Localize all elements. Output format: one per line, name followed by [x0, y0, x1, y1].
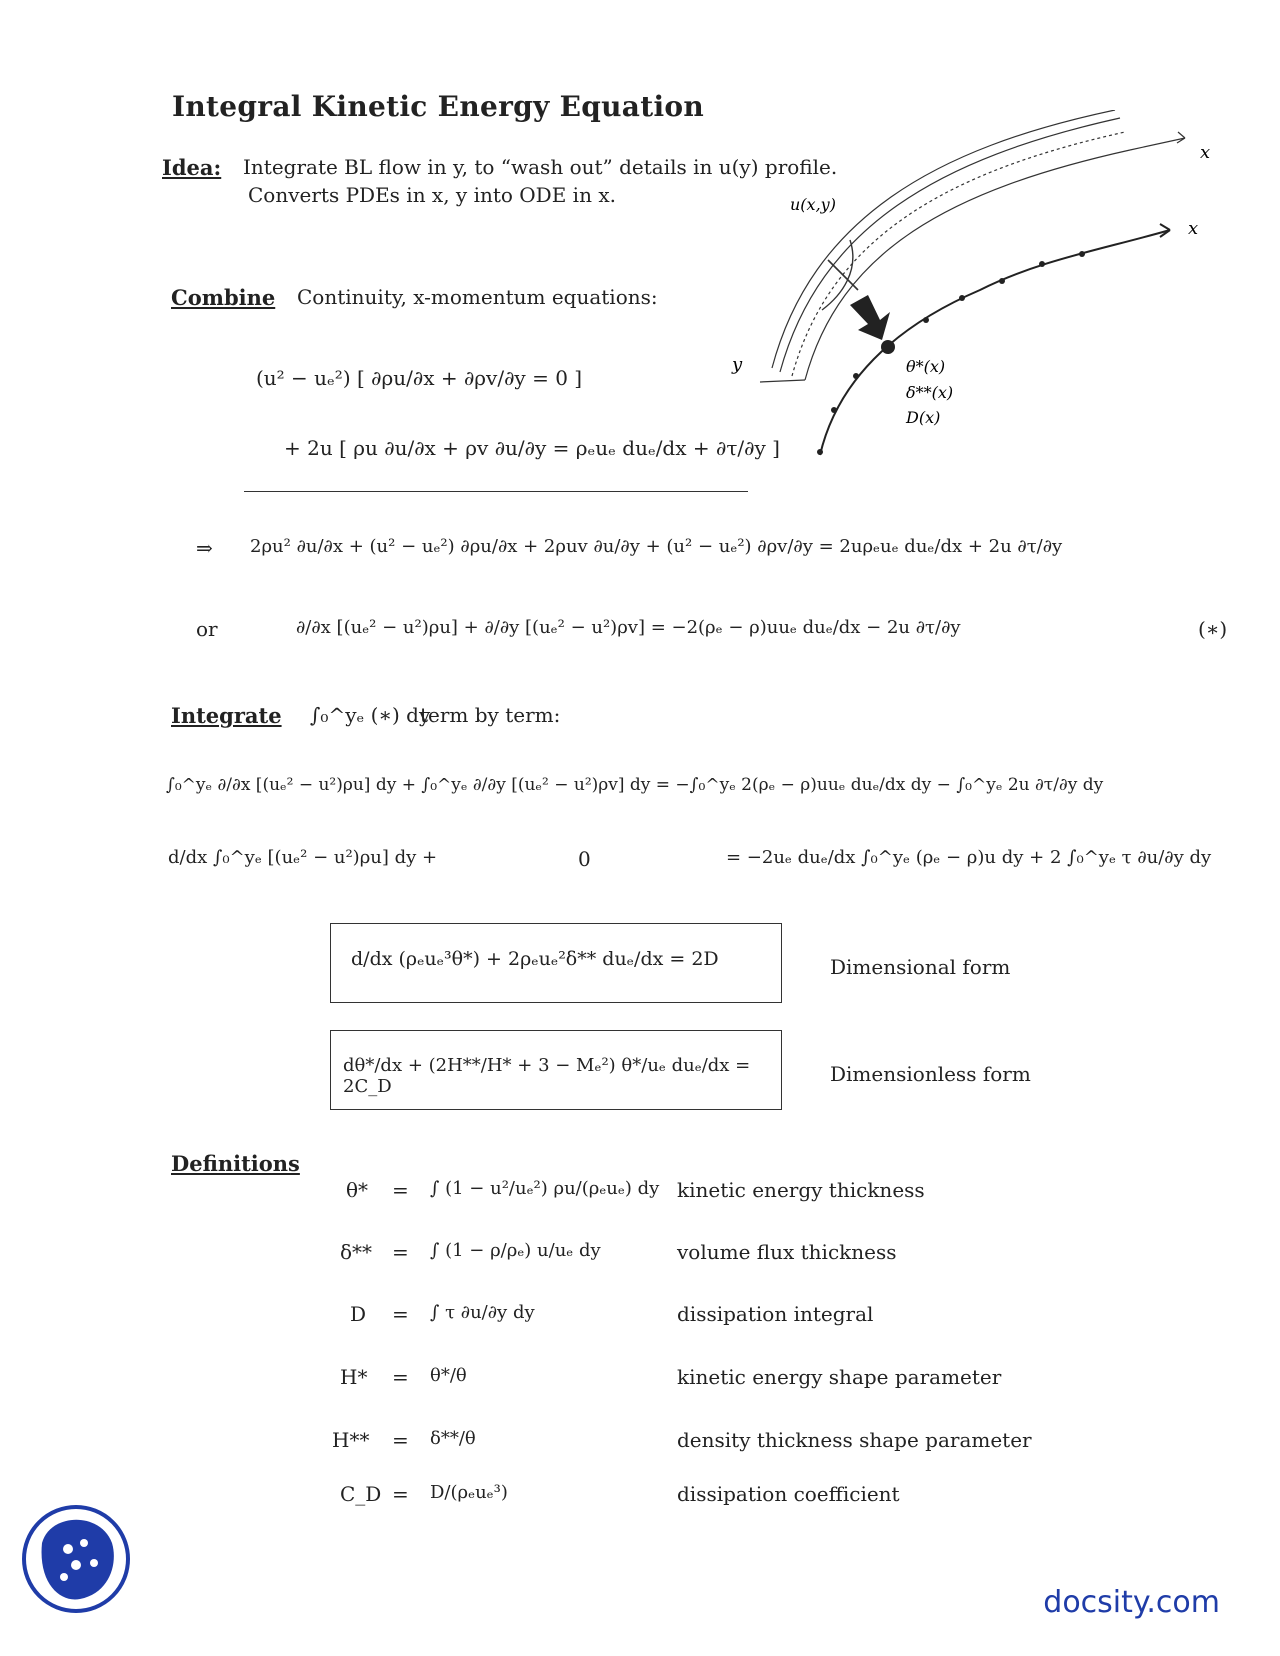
- integrate-text: term by term:: [420, 703, 561, 727]
- def-expr-delta: ∫ (1 − ρ/ρₑ) u/uₑ dy: [430, 1240, 601, 1261]
- curve-node: [817, 449, 823, 455]
- curve-node: [959, 295, 965, 301]
- def-expr-cd: D/(ρₑuₑ³): [430, 1482, 508, 1503]
- x-axis-arrow-top: [1177, 132, 1185, 143]
- label-x-bottom: x: [1188, 218, 1199, 239]
- def-expr-theta: ∫ (1 − u²/uₑ²) ρu/(ρₑuₑ) dy: [430, 1178, 660, 1199]
- equation-continuity: (u² − uₑ²) [ ∂ρu/∂x + ∂ρv/∂y = 0 ]: [256, 366, 583, 390]
- idea-label: Idea:: [162, 155, 222, 180]
- def-expr-hstarstar: δ**/θ: [430, 1428, 476, 1449]
- label-d: D(x): [906, 408, 941, 427]
- curve-node: [853, 373, 859, 379]
- dimensionless-label: Dimensionless form: [830, 1062, 1031, 1086]
- curve-node: [831, 407, 837, 413]
- dimensionless-box: [330, 1030, 782, 1110]
- curve-node-highlight: [881, 340, 895, 354]
- equation-reduced-lhs: d/dx ∫₀^yₑ [(uₑ² − u²)ρu] dy +: [168, 847, 438, 868]
- equation-momentum: + 2u [ ρu ∂u/∂x + ρv ∂u/∂y = ρₑuₑ duₑ/dx + ∂τ/∂y ]: [284, 436, 780, 460]
- def-expr-hstar: θ*/θ: [430, 1365, 467, 1386]
- idea-line-1: Integrate BL flow in y, to “wash out” details in u(y) profile.: [243, 155, 838, 179]
- integrate-integral: ∫₀^yₑ (∗) dy: [310, 703, 431, 727]
- equation-star: ∂/∂x [(uₑ² − u²)ρu] + ∂/∂y [(uₑ² − u²)ρv] = −2(ρₑ − ρ)uuₑ duₑ/dx − 2u ∂τ/∂y: [296, 617, 961, 638]
- docsity-watermark[interactable]: docsity.com: [1043, 1585, 1220, 1620]
- definitions-label: Definitions: [171, 1151, 300, 1176]
- def-symbol-hstarstar: H**: [332, 1428, 370, 1452]
- def-equals: =: [392, 1482, 409, 1506]
- wall-extension: [1130, 138, 1185, 150]
- def-equals: =: [392, 1240, 409, 1264]
- label-delta: δ**(x): [906, 383, 954, 402]
- wall-curve: [805, 150, 1130, 380]
- def-desc-hstar: kinetic energy shape parameter: [677, 1365, 1002, 1389]
- idea-line-2: Converts PDEs in x, y into ODE in x.: [248, 183, 616, 207]
- def-desc-delta: volume flux thickness: [677, 1240, 897, 1264]
- def-symbol-hstar: H*: [340, 1365, 368, 1389]
- curve-node: [999, 278, 1005, 284]
- transform-arrow-icon: [850, 295, 890, 340]
- def-equals: =: [392, 1302, 409, 1326]
- def-symbol-theta: θ*: [346, 1178, 369, 1202]
- curve-node: [1039, 261, 1045, 267]
- def-desc-d: dissipation integral: [677, 1302, 874, 1326]
- or-label: or: [196, 617, 218, 641]
- dimensionless-equation: dθ*/dx + (2H**/H* + 3 − Mₑ²) θ*/uₑ duₑ/dx = 2C_D: [343, 1055, 751, 1097]
- curve-node: [923, 317, 929, 323]
- outer-curve-2: [772, 110, 1115, 368]
- equation-integrated: ∫₀^yₑ ∂/∂x [(uₑ² − u²)ρu] dy + ∫₀^yₑ ∂/∂y [(uₑ² − u²)ρv] dy = −∫₀^yₑ 2(ρₑ − ρ)uuₑ duₑ/dx dy − ∫₀^yₑ 2u ∂τ/∂y dy: [166, 775, 1104, 795]
- outer-curve-1: [780, 118, 1120, 372]
- label-y: y: [732, 354, 743, 375]
- combine-label: Combine: [171, 285, 276, 310]
- boundary-layer-figure: [730, 110, 1230, 490]
- equation-reduced-rhs: = −2uₑ duₑ/dx ∫₀^yₑ (ρₑ − ρ)u dy + 2 ∫₀^yₑ τ ∂u/∂y dy: [726, 847, 1212, 868]
- sum-rule: [244, 491, 748, 492]
- def-desc-cd: dissipation coefficient: [677, 1482, 900, 1506]
- def-equals: =: [392, 1365, 409, 1389]
- def-equals: =: [392, 1428, 409, 1452]
- integrate-label: Integrate: [171, 703, 282, 728]
- def-symbol-delta: δ**: [340, 1240, 373, 1264]
- equation-reduced-zero: 0: [578, 847, 591, 871]
- def-symbol-d: D: [350, 1302, 367, 1326]
- y-axis-line: [760, 380, 805, 382]
- dimensional-equation: d/dx (ρₑuₑ³θ*) + 2ρₑuₑ²δ** duₑ/dx = 2D: [351, 948, 719, 970]
- def-equals: =: [392, 1178, 409, 1202]
- profile-arrow: [828, 260, 858, 290]
- dimensional-box: [330, 923, 782, 1003]
- def-desc-theta: kinetic energy thickness: [677, 1178, 925, 1202]
- label-uxy: u(x,y): [790, 195, 836, 214]
- equation-expanded: 2ρu² ∂u/∂x + (u² − uₑ²) ∂ρu/∂x + 2ρuv ∂u/∂y + (u² − uₑ²) ∂ρv/∂y = 2uρₑuₑ duₑ/dx + 2u ∂τ/∂y: [250, 536, 1063, 557]
- curve-node: [1079, 251, 1085, 257]
- def-expr-d: ∫ τ ∂u/∂y dy: [430, 1302, 535, 1323]
- page-title: Integral Kinetic Energy Equation: [172, 90, 705, 123]
- docsity-logo-icon: [20, 1503, 132, 1615]
- dimensional-label: Dimensional form: [830, 955, 1011, 979]
- def-symbol-cd: C_D: [340, 1482, 382, 1506]
- label-x-top: x: [1200, 142, 1211, 163]
- equation-star-tag: (∗): [1198, 617, 1228, 641]
- label-theta: θ*(x): [906, 357, 946, 376]
- combine-text: Continuity, x-momentum equations:: [297, 285, 658, 309]
- velocity-profile: [822, 240, 853, 310]
- def-desc-hstarstar: density thickness shape parameter: [677, 1428, 1032, 1452]
- implies-symbol: ⇒: [196, 536, 213, 560]
